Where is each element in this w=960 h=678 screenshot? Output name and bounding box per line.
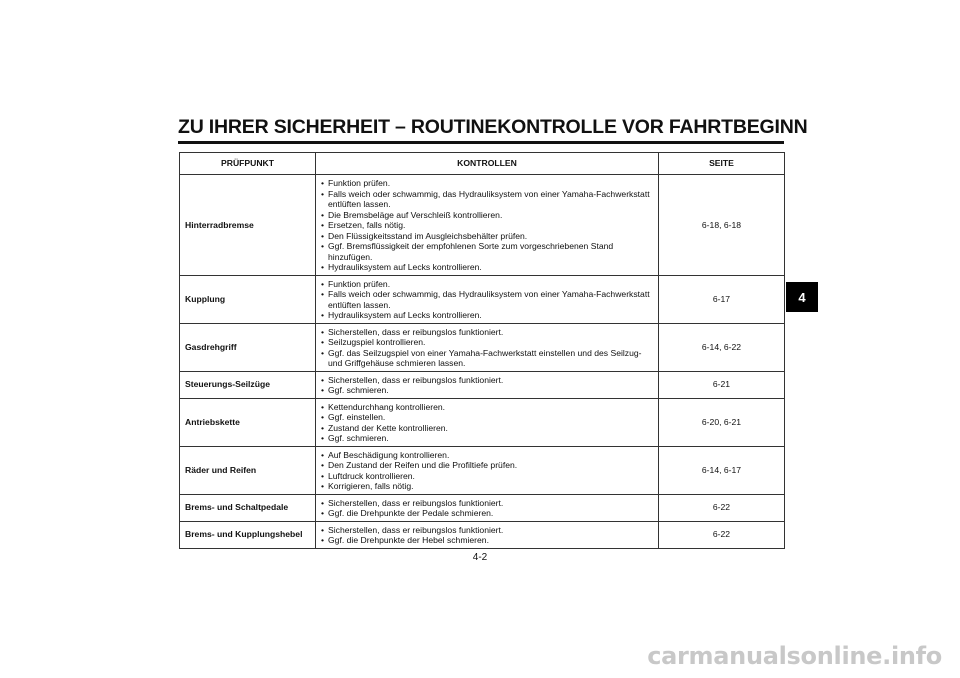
watermark: carmanualsonline.info xyxy=(647,642,942,670)
row-seite: 6-14, 6-17 xyxy=(659,446,785,494)
row-pruefpunkt: Brems- und Schaltpedale xyxy=(180,494,316,521)
table-body xyxy=(180,175,785,549)
row-kontrollen xyxy=(316,371,659,398)
check-item: • Die Bremsbeläge auf Verschleiß kontrollieren. xyxy=(321,210,654,221)
page-title: ZU IHRER SICHERHEIT – ROUTINEKONTROLLE VOR FAHRTBEGINN xyxy=(178,116,808,138)
check-list xyxy=(321,375,654,396)
check-list xyxy=(321,279,654,321)
header-seite: SEITE xyxy=(659,153,785,175)
row-pruefpunkt: Hinterradbremse xyxy=(180,175,316,276)
chapter-tab: 4 xyxy=(786,282,818,312)
table-row xyxy=(180,323,785,371)
check-list xyxy=(321,178,654,273)
check-item: • Sicherstellen, dass er reibungslos funktioniert. xyxy=(321,375,654,386)
row-seite: 6-22 xyxy=(659,521,785,548)
check-list xyxy=(321,450,654,492)
table-row xyxy=(180,175,785,276)
row-kontrollen xyxy=(316,521,659,548)
check-item: • Sicherstellen, dass er reibungslos funktioniert. xyxy=(321,525,654,536)
check-item: • Den Flüssigkeitsstand im Ausgleichsbehälter prüfen. xyxy=(321,231,654,242)
check-item: • Falls weich oder schwammig, das Hydrauliksystem von einer Yamaha-Fachwerkstatt entlüften lassen. xyxy=(321,189,654,210)
header-kontrollen: KONTROLLEN xyxy=(316,153,659,175)
check-item: • Ggf. die Drehpunkte der Pedale schmieren. xyxy=(321,508,654,519)
table-header-row xyxy=(180,153,785,175)
row-kontrollen xyxy=(316,175,659,276)
page-number: 4-2 xyxy=(472,552,488,563)
check-item: • Sicherstellen, dass er reibungslos funktioniert. xyxy=(321,498,654,509)
row-kontrollen xyxy=(316,275,659,323)
check-item: • Funktion prüfen. xyxy=(321,178,654,189)
check-item: • Funktion prüfen. xyxy=(321,279,654,290)
row-pruefpunkt: Räder und Reifen xyxy=(180,446,316,494)
table-row xyxy=(180,275,785,323)
row-seite: 6-18, 6-18 xyxy=(659,175,785,276)
check-list xyxy=(321,402,654,444)
row-pruefpunkt: Antriebskette xyxy=(180,398,316,446)
row-seite: 6-21 xyxy=(659,371,785,398)
check-list xyxy=(321,327,654,369)
check-item: • Zustand der Kette kontrollieren. xyxy=(321,423,654,434)
check-item: • Luftdruck kontrollieren. xyxy=(321,471,654,482)
row-kontrollen xyxy=(316,398,659,446)
check-item: • Ggf. Bremsflüssigkeit der empfohlenen Sorte zum vorgeschriebenen Stand hinzufügen. xyxy=(321,241,654,262)
check-item: • Ggf. das Seilzugspiel von einer Yamaha-Fachwerkstatt einstellen und des Seilzug- und Griffgehäuse schmieren lassen. xyxy=(321,348,654,369)
row-pruefpunkt: Gasdrehgriff xyxy=(180,323,316,371)
check-item: • Kettendurchhang kontrollieren. xyxy=(321,402,654,413)
row-pruefpunkt: Kupplung xyxy=(180,275,316,323)
check-item: • Hydrauliksystem auf Lecks kontrollieren. xyxy=(321,310,654,321)
check-item: • Sicherstellen, dass er reibungslos funktioniert. xyxy=(321,327,654,338)
check-item: • Hydrauliksystem auf Lecks kontrollieren. xyxy=(321,262,654,273)
check-item: • Seilzugspiel kontrollieren. xyxy=(321,337,654,348)
check-list xyxy=(321,498,654,519)
check-item: • Auf Beschädigung kontrollieren. xyxy=(321,450,654,461)
check-item: • Ersetzen, falls nötig. xyxy=(321,220,654,231)
row-pruefpunkt: Brems- und Kupplungshebel xyxy=(180,521,316,548)
check-item: • Den Zustand der Reifen und die Profiltiefe prüfen. xyxy=(321,460,654,471)
row-pruefpunkt: Steuerungs-Seilzüge xyxy=(180,371,316,398)
title-underline xyxy=(178,141,784,144)
table-row xyxy=(180,398,785,446)
header-pruefpunkt: PRÜFPUNKT xyxy=(180,153,316,175)
table-row xyxy=(180,494,785,521)
row-seite: 6-20, 6-21 xyxy=(659,398,785,446)
table-row xyxy=(180,446,785,494)
check-item: • Ggf. einstellen. xyxy=(321,412,654,423)
row-kontrollen xyxy=(316,446,659,494)
table-row xyxy=(180,371,785,398)
check-item: • Korrigieren, falls nötig. xyxy=(321,481,654,492)
check-item: • Falls weich oder schwammig, das Hydrauliksystem von einer Yamaha-Fachwerkstatt entlüften lassen. xyxy=(321,289,654,310)
row-seite: 6-17 xyxy=(659,275,785,323)
check-item: • Ggf. schmieren. xyxy=(321,385,654,396)
check-item: • Ggf. die Drehpunkte der Hebel schmieren. xyxy=(321,535,654,546)
row-seite: 6-22 xyxy=(659,494,785,521)
table-row xyxy=(180,521,785,548)
inspection-table xyxy=(179,152,785,549)
check-list xyxy=(321,525,654,546)
row-seite: 6-14, 6-22 xyxy=(659,323,785,371)
row-kontrollen xyxy=(316,494,659,521)
check-item: • Ggf. schmieren. xyxy=(321,433,654,444)
row-kontrollen xyxy=(316,323,659,371)
